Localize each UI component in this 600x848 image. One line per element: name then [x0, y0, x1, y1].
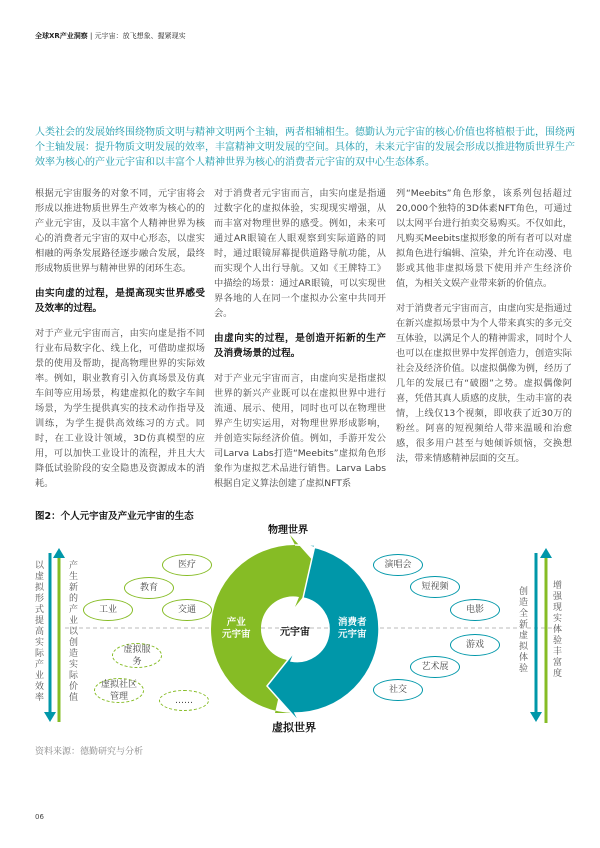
paragraph: 对于产业元宇宙而言，由实向虚是指不同行业布局数字化、线上化，可借助虚拟场景的使用及帮助，提高物理世界的实际效率。例如，职业教育引入仿真场景及仿真车间等应用场景，构建虚拟化的数字车间场景，为学生提供真实的技术动作指导及训练，为学生提供高效练习的方式。同时，在工业设计领域，3D仿真模型的应用，可以加快工业设计的流程，并且大大降低试验阶段的安全隐患及资源成本的消耗。: [35, 328, 205, 489]
left-axis-label-1: 以虚拟形式提高实际产业效率: [33, 560, 43, 703]
right-axis-label-2: 增强现实体验丰富度: [551, 580, 561, 679]
subheading: 由虚向实的过程，是创造开拓新的生产及消费场景的过程。: [214, 333, 386, 359]
node-transport: 交通: [162, 599, 212, 621]
source-note: 资料来源：德勤研究与分析: [35, 747, 144, 757]
arrow-down-icon: [530, 712, 542, 722]
intro-paragraph: 人类社会的发展始终围绕物质文明与精神文明两个主轴，两者相辅相生。德勤认为元宇宙的核心价值也将植根于此，围绕两个主轴发展：提升物质文明发展的效率，丰富精神文明发展的空间。具体的，未来元宇宙的发展会形成以推进物质世界生产效率为核心的产业元宇宙和以丰富个人精神世界为核心的消费者元宇宙的双中心生态体系。: [35, 127, 575, 168]
page-number: 06: [35, 813, 44, 821]
report-title: 全球XR产业洞察: [35, 32, 88, 40]
paragraph: 对于产业元宇宙而言，由虚向实是指虚拟世界的新兴产业既可以在虚拟世界中进行流通、展示、使用，同时也可以在物理世界产生切实运用，对物理世界形成影响，并创造实际经济价值。例如，手游开发公司Larva Labs打造“Meebits”虚拟角色形象作为虚拟艺术品进行销售。Larva Labs根据自定义算法创建了虚拟NFT系: [214, 373, 386, 489]
industry-metaverse-label: 产业 元宇宙: [222, 617, 251, 640]
virtual-world-label: 虚拟世界: [272, 721, 316, 734]
paragraph: 对于消费者元宇宙而言，由实向虚是指通过数字化的虚拟体验，实现现实增强，从而丰富对物理世界的感受。例如，未来可通过AR眼镜在人眼观察到实际道路的同时，通过眼镜屏幕提供道路导航功能，从而实现个人出行导航。又如《王牌特工》中描绘的场景：通过AR眼镜，可以实现世界各地的人在同一个虚拟办公室中共同开会。: [214, 188, 386, 319]
separator: |: [90, 32, 93, 40]
node-social: 社交: [373, 679, 423, 701]
node-industry: 工业: [83, 599, 133, 621]
node-education: 教育: [124, 577, 174, 599]
node-game: 游戏: [450, 634, 500, 656]
metaverse-center-label: 元宇宙: [280, 627, 310, 638]
figure-title: 图2：个人元宇宙及产业元宇宙的生态: [35, 511, 194, 522]
right-axis-label-1: 创造全新虚拟体验: [517, 586, 527, 674]
arrow-up-icon: [53, 548, 65, 558]
paragraph: 根据元宇宙服务的对象不同，元宇宙将会形成以推进物质世界生产效率为核心的的产业元宇宙，及以丰富个人精神世界为核心的消费者元宇宙的双中心形态，以虚实相融的两条发展路径逐步融合发展，最终形成物质世界与精神世界的闭环生态。: [35, 188, 205, 274]
left-axis-label-2: 产生新的产业以创造实际价值: [67, 560, 77, 703]
subheading: 由实向虚的过程，是提高现实世界感受及效率的过程。: [35, 288, 205, 314]
node-concert: 演唱会: [373, 554, 423, 576]
node-medical: 医疗: [162, 554, 212, 576]
node-movie: 电影: [450, 599, 500, 621]
arrow-down-icon: [44, 712, 56, 722]
paragraph: 对于消费者元宇宙而言，由虚向实是指通过在新兴虚拟场景中为个人带来真实的多元交互体验，以满足个人的精神需求，同时个人也可以在虚拟世界中发挥创造力，创造实际社会及经济价值。以虚拟偶像为例，经历了几年的发展已有“破圈”之势。虚拟偶像阿喜，凭借其真人质感的皮肤，生动丰富的表情，上线仅13个视频，即收获了近30万的粉丝。阿喜的短视频给人带来温暖和治愈感，很多用户甚至与她倾诉烦恼，交换想法，带来情感精神层面的交互。: [396, 303, 572, 464]
consumer-metaverse-label: 消费者 元宇宙: [338, 617, 367, 640]
node-more: ……: [159, 690, 209, 711]
chapter-title: 元宇宙：放飞想象、握紧现实: [94, 32, 186, 40]
node-virtual-service: 虚拟服务: [112, 643, 162, 668]
node-short-video: 短视频: [410, 576, 460, 598]
paragraph: 列“Meebits”角色形象，该系列包括超过20,000个独特的3D体素NFT角色，可通过以太网平台进行拍卖交易购买。不仅如此，凡购买Meebits虚拟形象的所有者可以对虚拟角色进行编辑、渲染，并允许在动漫、电影或其他非虚拟场景下使用并产生经济价值，为相关文娱产业带来新的价值点。: [396, 188, 572, 289]
node-art-exhibition: 艺术展: [410, 656, 460, 678]
arrow-up-icon: [540, 548, 552, 558]
node-virtual-community: 虚拟社区管理: [94, 678, 144, 703]
physical-world-label: 物理世界: [268, 525, 308, 536]
